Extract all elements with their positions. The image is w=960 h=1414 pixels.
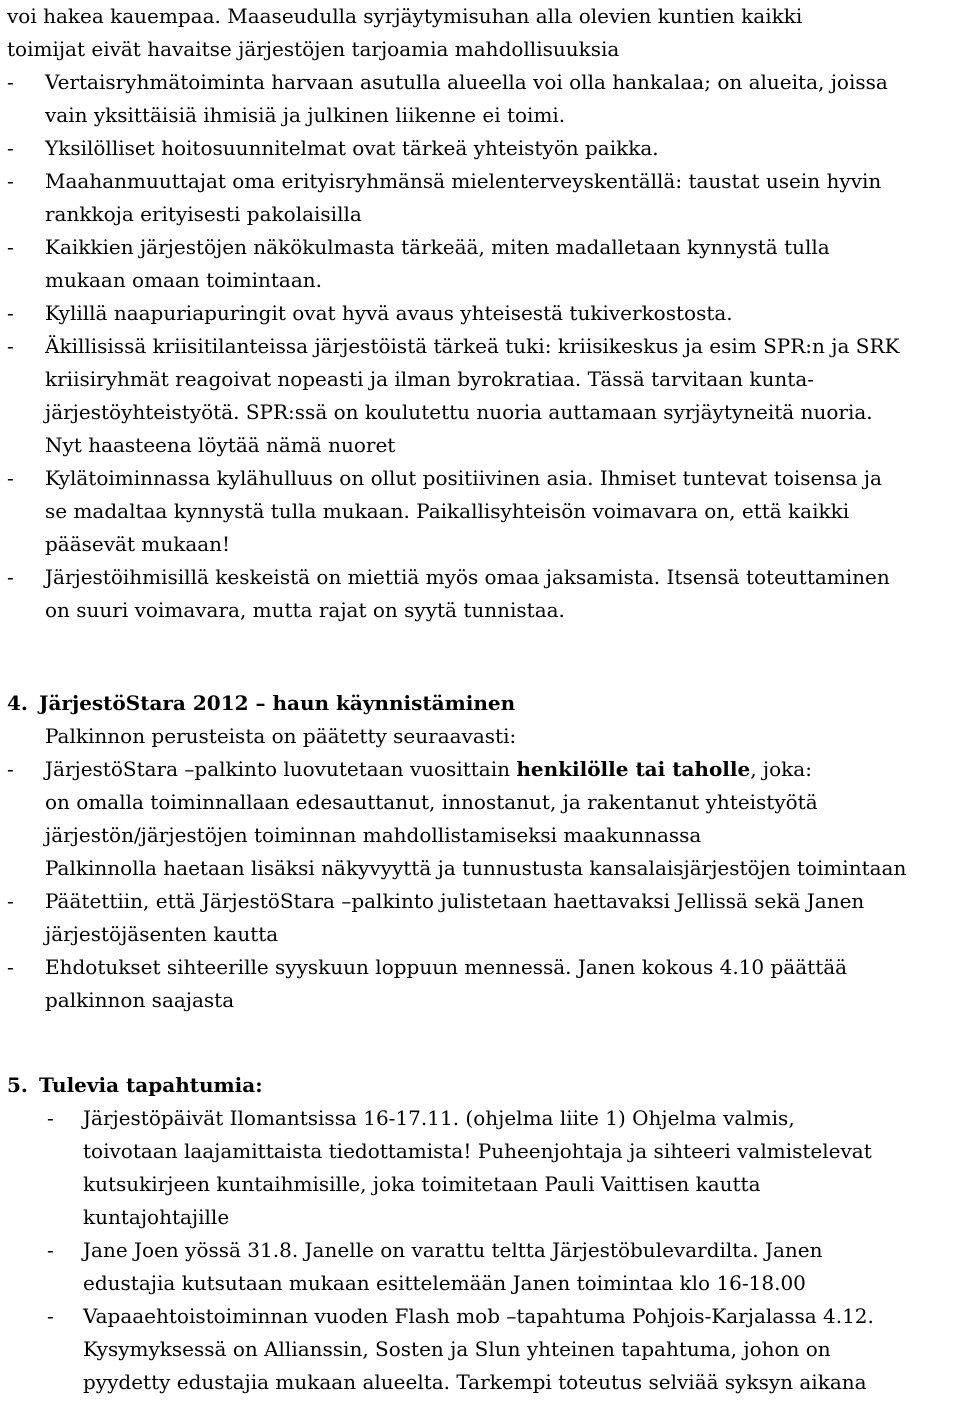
bullet-text: palkinnon saajasta [45, 988, 235, 1012]
bullet-item [7, 951, 952, 1017]
section-4-heading [7, 687, 952, 720]
bullet-text: kriisiryhmät reagoivat nopeasti ja ilman byrokratiaa. Tässä tarvitaan kunta- [45, 367, 815, 391]
bullet-dash: - [7, 235, 14, 259]
bullet-dash: - [7, 70, 14, 94]
bullet-text: Maahanmuuttajat oma erityisryhmänsä mielenterveyskentällä: taustat usein hyvin [45, 169, 882, 193]
bullet-dash: - [47, 1304, 54, 1328]
bullet-dash: - [7, 889, 14, 913]
paragraph-line: toimijat eivät havaitse järjestöjen tarjoamia mahdollisuuksia [7, 37, 620, 61]
bullet-item [7, 66, 952, 132]
bullet-text: Ehdotukset sihteerille syyskuun loppuun mennessä. Janen kokous 4.10 päättää [45, 955, 848, 979]
bullet-text: rankkoja erityisesti pakolaisilla [45, 202, 362, 226]
bullet-text: Yksilölliset hoitosuunnitelmat ovat tärkeä yhteistyön paikka. [45, 136, 659, 160]
bullet-text: Äkillisissä kriisitilanteissa järjestöistä tärkeä tuki: kriisikeskus ja esim SPR:n ja SRK [45, 334, 900, 358]
section-3-continued [7, 0, 952, 627]
bullet-text: järjestöjäsenten kautta [45, 922, 279, 946]
bullet-dash: - [47, 1106, 54, 1130]
bullet-dash: - [7, 169, 14, 193]
bullet-text: Vapaaehtoistoiminnan vuoden Flash mob –tapahtuma Pohjois-Karjalassa 4.12. [83, 1304, 874, 1328]
bullet-text: on suuri voimavara, mutta rajat on syytä tunnistaa. [45, 598, 565, 622]
bullet-text: Päätettiin, että JärjestöStara –palkinto julistetaan haettavaksi Jellissä sekä Janen [45, 889, 865, 913]
bullet-text: kutsukirjeen kuntaihmisille, joka toimitetaan Pauli Vaittisen kautta [83, 1172, 761, 1196]
bullet-text: edustajia kutsutaan mukaan esittelemään Janen toimintaa klo 16-18.00 [83, 1271, 806, 1295]
bullet-text: Vertaisryhmätoiminta harvaan asutulla alueella voi olla hankalaa; on alueita, joissa [45, 70, 888, 94]
bullet-text-bold: henkilölle tai taholle [516, 757, 751, 781]
section-spacer [7, 1017, 952, 1069]
bullet-text: Jane Joen yössä 31.8. Janelle on varattu teltta Järjestöbulevardilta. Janen [83, 1238, 823, 1262]
bullet-text: Kaikkien järjestöjen näkökulmasta tärkeää, miten madalletaan kynnystä tulla [45, 235, 830, 259]
bullet-text: Nyt haasteena löytää nämä nuoret [45, 433, 396, 457]
bullet-text-suffix: , joka: [750, 757, 812, 781]
section-5 [7, 1069, 952, 1399]
section-title: JärjestöStara 2012 – haun käynnistäminen [39, 691, 516, 715]
bullet-text: järjestöyhteistyötä. SPR:ssä on koulutettu nuoria auttamaan syrjäytyneitä nuoria. [45, 400, 873, 424]
bullet-text: vain yksittäisiä ihmisiä ja julkinen liikenne ei toimi. [45, 103, 566, 127]
bullet-text: Kylillä naapuriapuringit ovat hyvä avaus yhteisestä tukiverkostosta. [45, 301, 733, 325]
section-4 [7, 687, 952, 1017]
bullet-item [7, 885, 952, 951]
section-spacer [7, 627, 952, 687]
section-intro: Palkinnon perusteista on päätetty seuraavasti: [45, 724, 517, 748]
bullet-text-prefix: JärjestöStara –palkinto luovutetaan vuosittain [45, 757, 517, 781]
section-5-heading [7, 1069, 952, 1102]
bullet-text: Järjestöpäivät Ilomantsissa 16-17.11. (ohjelma liite 1) Ohjelma valmis, [83, 1106, 795, 1130]
bullet-text: Järjestöihmisillä keskeistä on miettiä myös omaa jaksamista. Itsensä toteuttaminen [45, 565, 890, 589]
bullet-text: pyydetty edustajia mukaan alueelta. Tarkempi toteutus selviää syksyn aikana [83, 1370, 867, 1394]
bullet-dash: - [7, 334, 14, 358]
bullet-text [45, 753, 952, 786]
section-title: Tulevia tapahtumia: [39, 1073, 263, 1097]
bullet-text: Kylätoiminnassa kylähulluus on ollut positiivinen asia. Ihmiset tuntevat toisensa ja [45, 466, 882, 490]
paragraph-line: Palkinnolla haetaan lisäksi näkyvyyttä ja tunnustusta kansalaisjärjestöjen toimintaan [45, 856, 907, 880]
paragraph-line: järjestön/järjestöjen toiminnan mahdollistamiseksi maakunnassa [45, 823, 702, 847]
bullet-text: pääsevät mukaan! [45, 532, 231, 556]
section-number: 4. [7, 691, 28, 715]
bullet-item [7, 462, 952, 561]
bullet-dash: - [47, 1238, 54, 1262]
bullet-text: mukaan omaan toimintaan. [45, 268, 322, 292]
bullet-item [7, 297, 952, 330]
bullet-dash: - [7, 565, 14, 589]
bullet-item [7, 231, 952, 297]
bullet-dash: - [7, 136, 14, 160]
bullet-item [7, 1300, 952, 1399]
paragraph-line: on omalla toiminnallaan edesauttanut, innostanut, ja rakentanut yhteistyötä [45, 790, 818, 814]
bullet-item [7, 1102, 952, 1234]
bullet-item [7, 132, 952, 165]
bullet-item [7, 561, 952, 627]
bullet-dash: - [7, 466, 14, 490]
bullet-dash: - [7, 757, 14, 781]
section-number: 5. [7, 1073, 28, 1097]
bullet-item [7, 330, 952, 462]
bullet-item [7, 1234, 952, 1300]
bullet-text: kuntajohtajille [83, 1205, 230, 1229]
paragraph-line: voi hakea kauempaa. Maaseudulla syrjäytymisuhan alla olevien kuntien kaikki [7, 4, 803, 28]
bullet-item [7, 753, 952, 786]
bullet-text: toivotaan laajamittaista tiedottamista! Puheenjohtaja ja sihteeri valmistelevat [83, 1139, 872, 1163]
bullet-text: se madaltaa kynnystä tulla mukaan. Paikallisyhteisön voimavara on, että kaikki [45, 499, 850, 523]
bullet-item [7, 165, 952, 231]
bullet-dash: - [7, 301, 14, 325]
bullet-text: Kysymyksessä on Allianssin, Sosten ja Slun yhteinen tapahtuma, johon on [83, 1337, 831, 1361]
bullet-dash: - [7, 955, 14, 979]
